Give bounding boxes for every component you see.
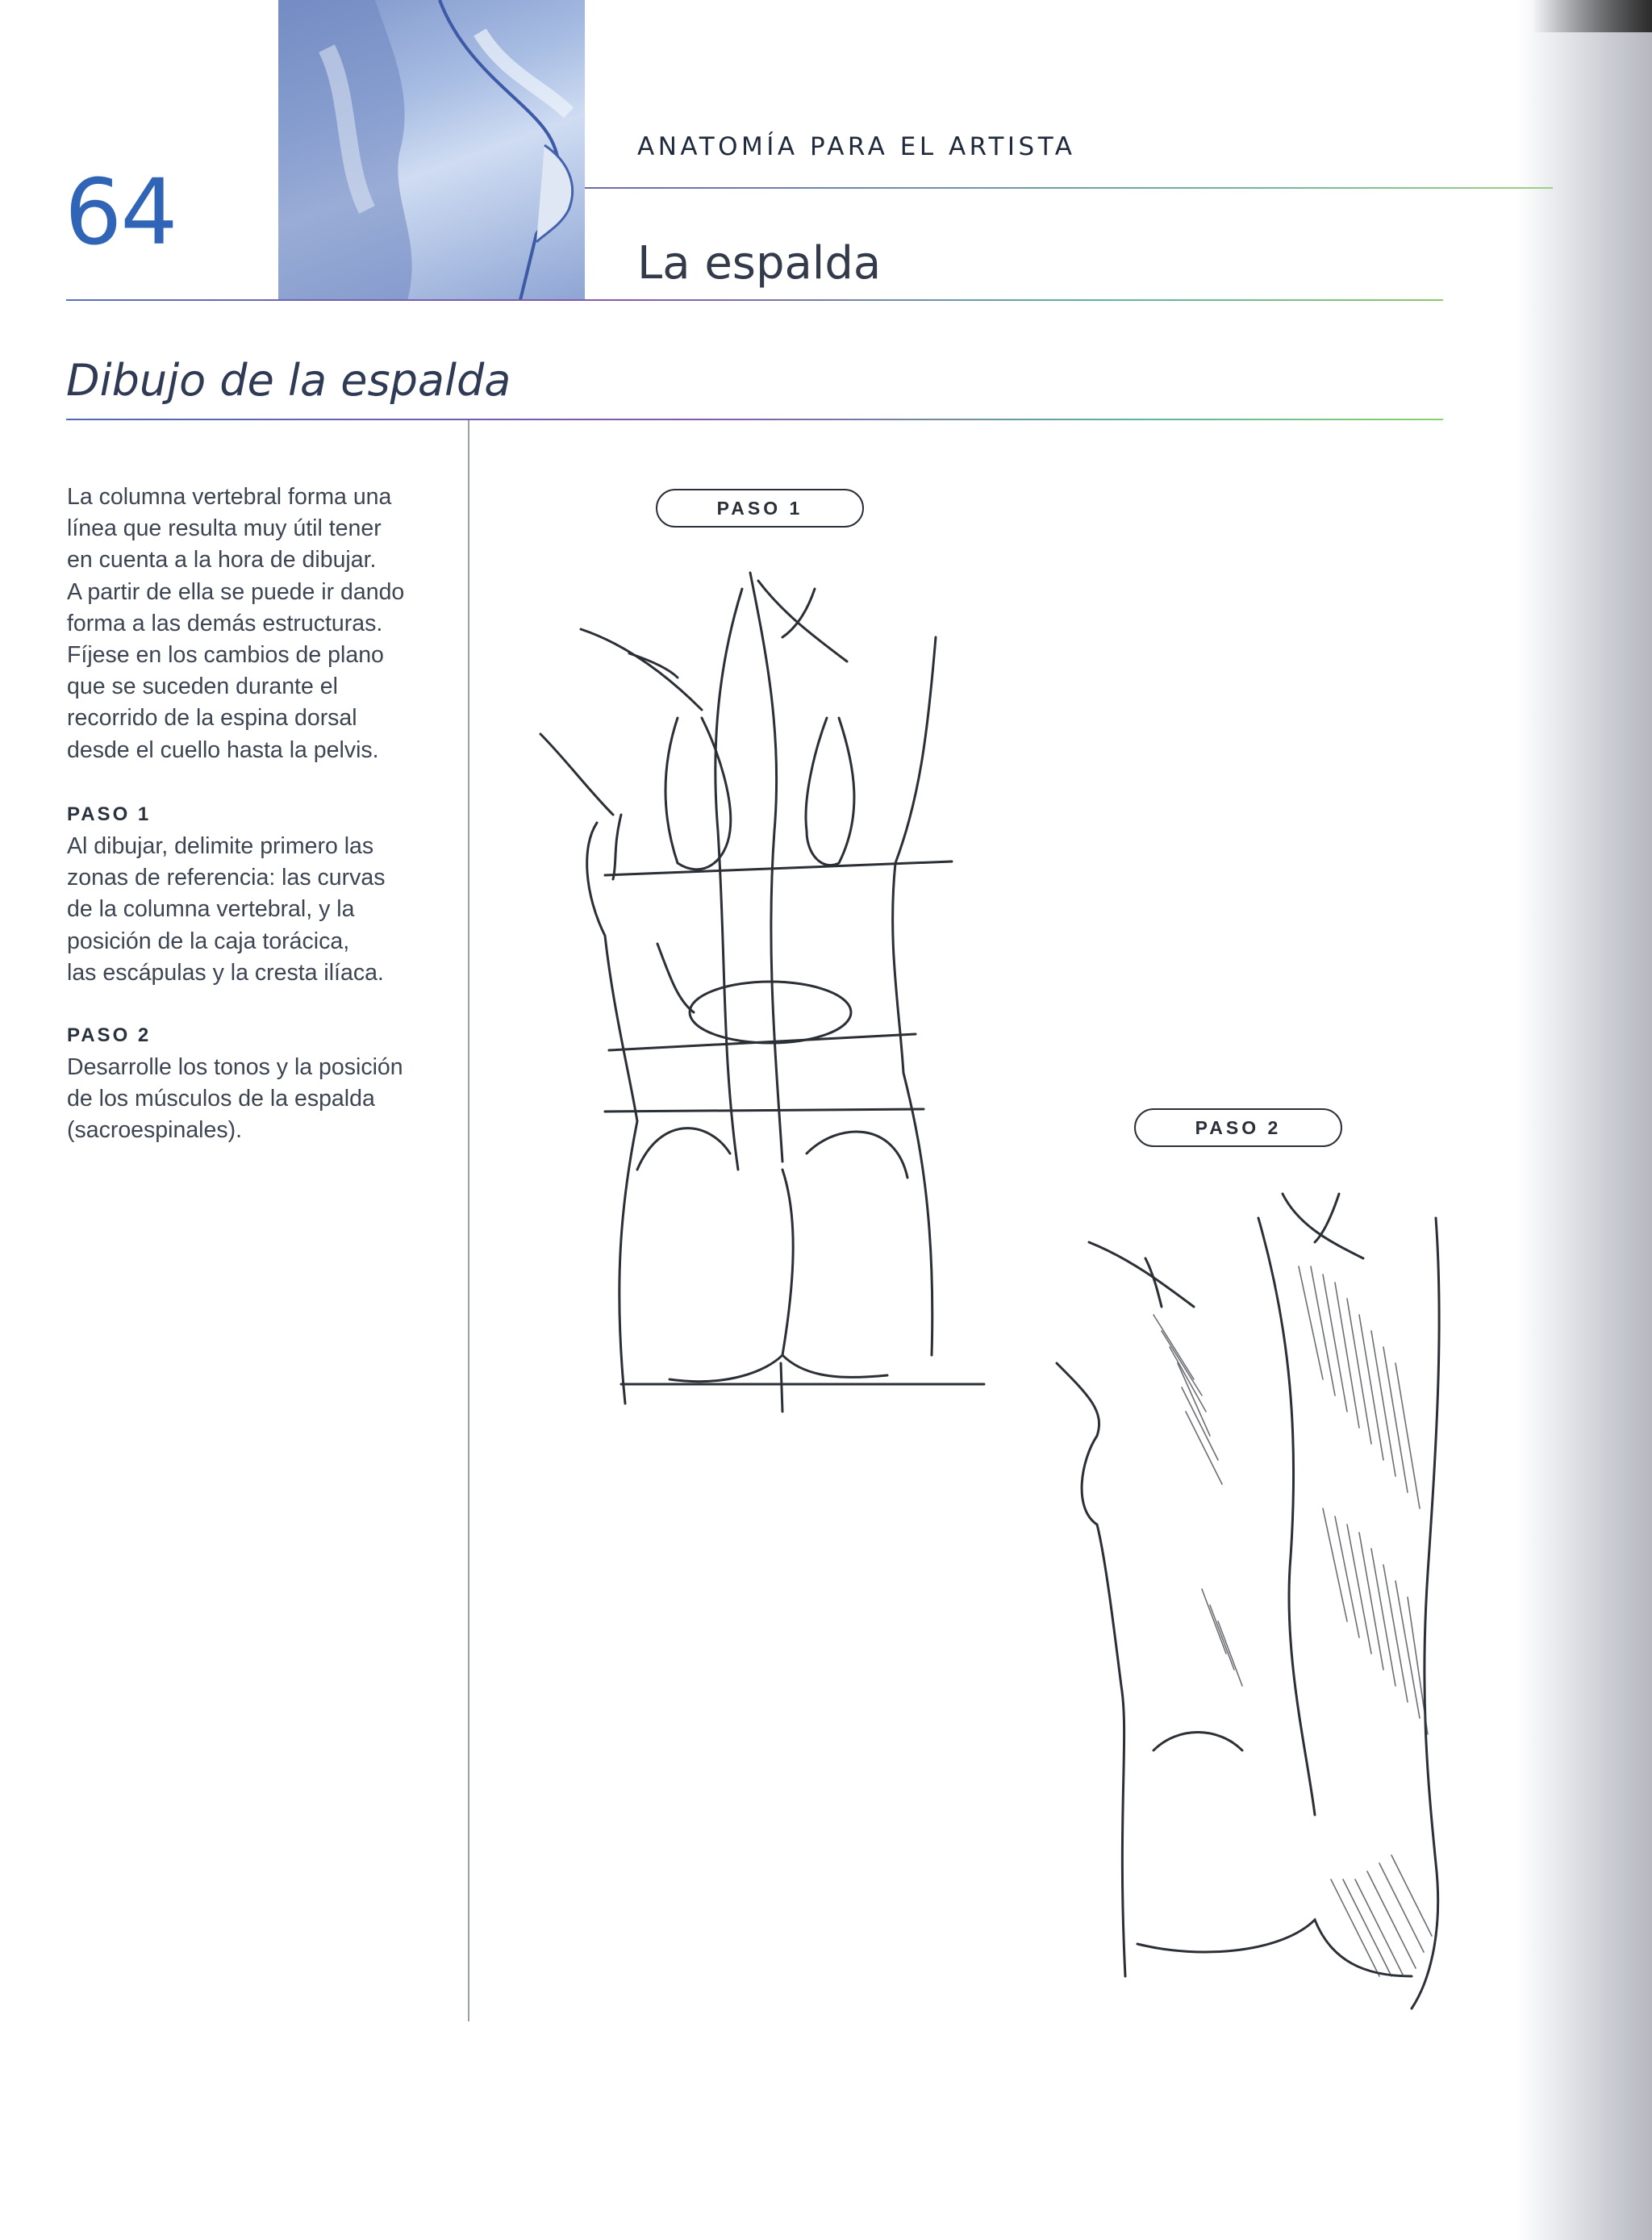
step1-paragraph [67, 831, 438, 989]
text-line: en cuenta a la hora de dibujar. [67, 547, 377, 574]
page-corner-shadow [1533, 0, 1652, 32]
text-line: las escápulas y la cresta ilíaca. [67, 959, 384, 986]
text-line: de los músculos de la espalda [67, 1086, 375, 1112]
text-line: La columna vertebral forma una [67, 484, 392, 510]
chapter-rule [66, 299, 1443, 301]
header-photo [278, 0, 585, 300]
text-line: que se suceden durante el [67, 674, 338, 700]
chapter-title: La espalda [637, 237, 882, 290]
text-line: (sacroespinales). [67, 1117, 243, 1144]
text-line: posición de la caja torácica, [67, 928, 350, 954]
back-photo-illustration [278, 0, 585, 300]
text-line: zonas de referencia: las curvas [67, 865, 386, 891]
step2-paragraph [67, 1052, 438, 1147]
page-binding-shadow [1516, 0, 1652, 2240]
book-title: ANATOMÍA PARA EL ARTISTA [637, 132, 1076, 161]
step2-label-pill: PASO 2 [1134, 1108, 1342, 1147]
step1-sketch [516, 557, 1016, 1428]
text-line: forma a las demás estructuras. [67, 610, 383, 636]
step2-heading: PASO 2 [67, 1024, 152, 1046]
step2-sketch [1041, 1170, 1460, 2049]
back-shaded-drawing [1041, 1170, 1460, 2049]
section-rule [66, 419, 1443, 420]
text-line: Al dibujar, delimite primero las [67, 833, 374, 859]
text-line: Desarrolle los tonos y la posición [67, 1054, 403, 1080]
text-line: desde el cuello hasta la pelvis. [67, 736, 379, 763]
text-line: de la columna vertebral, y la [67, 896, 355, 923]
step1-label-pill: PASO 1 [656, 489, 864, 528]
page-number: 64 [65, 161, 177, 265]
text-line: Fíjese en los cambios de plano [67, 642, 384, 669]
column-divider [468, 420, 469, 2021]
back-construction-drawing [516, 557, 1016, 1428]
text-line: A partir de ella se puede ir dando [67, 578, 405, 605]
section-title: Dibujo de la espalda [66, 355, 511, 406]
text-line: recorrido de la espina dorsal [67, 705, 357, 732]
text-line: línea que resulta muy útil tener [67, 515, 382, 542]
step1-heading: PASO 1 [67, 803, 152, 825]
intro-paragraph [67, 482, 438, 766]
header-rule [585, 187, 1553, 189]
